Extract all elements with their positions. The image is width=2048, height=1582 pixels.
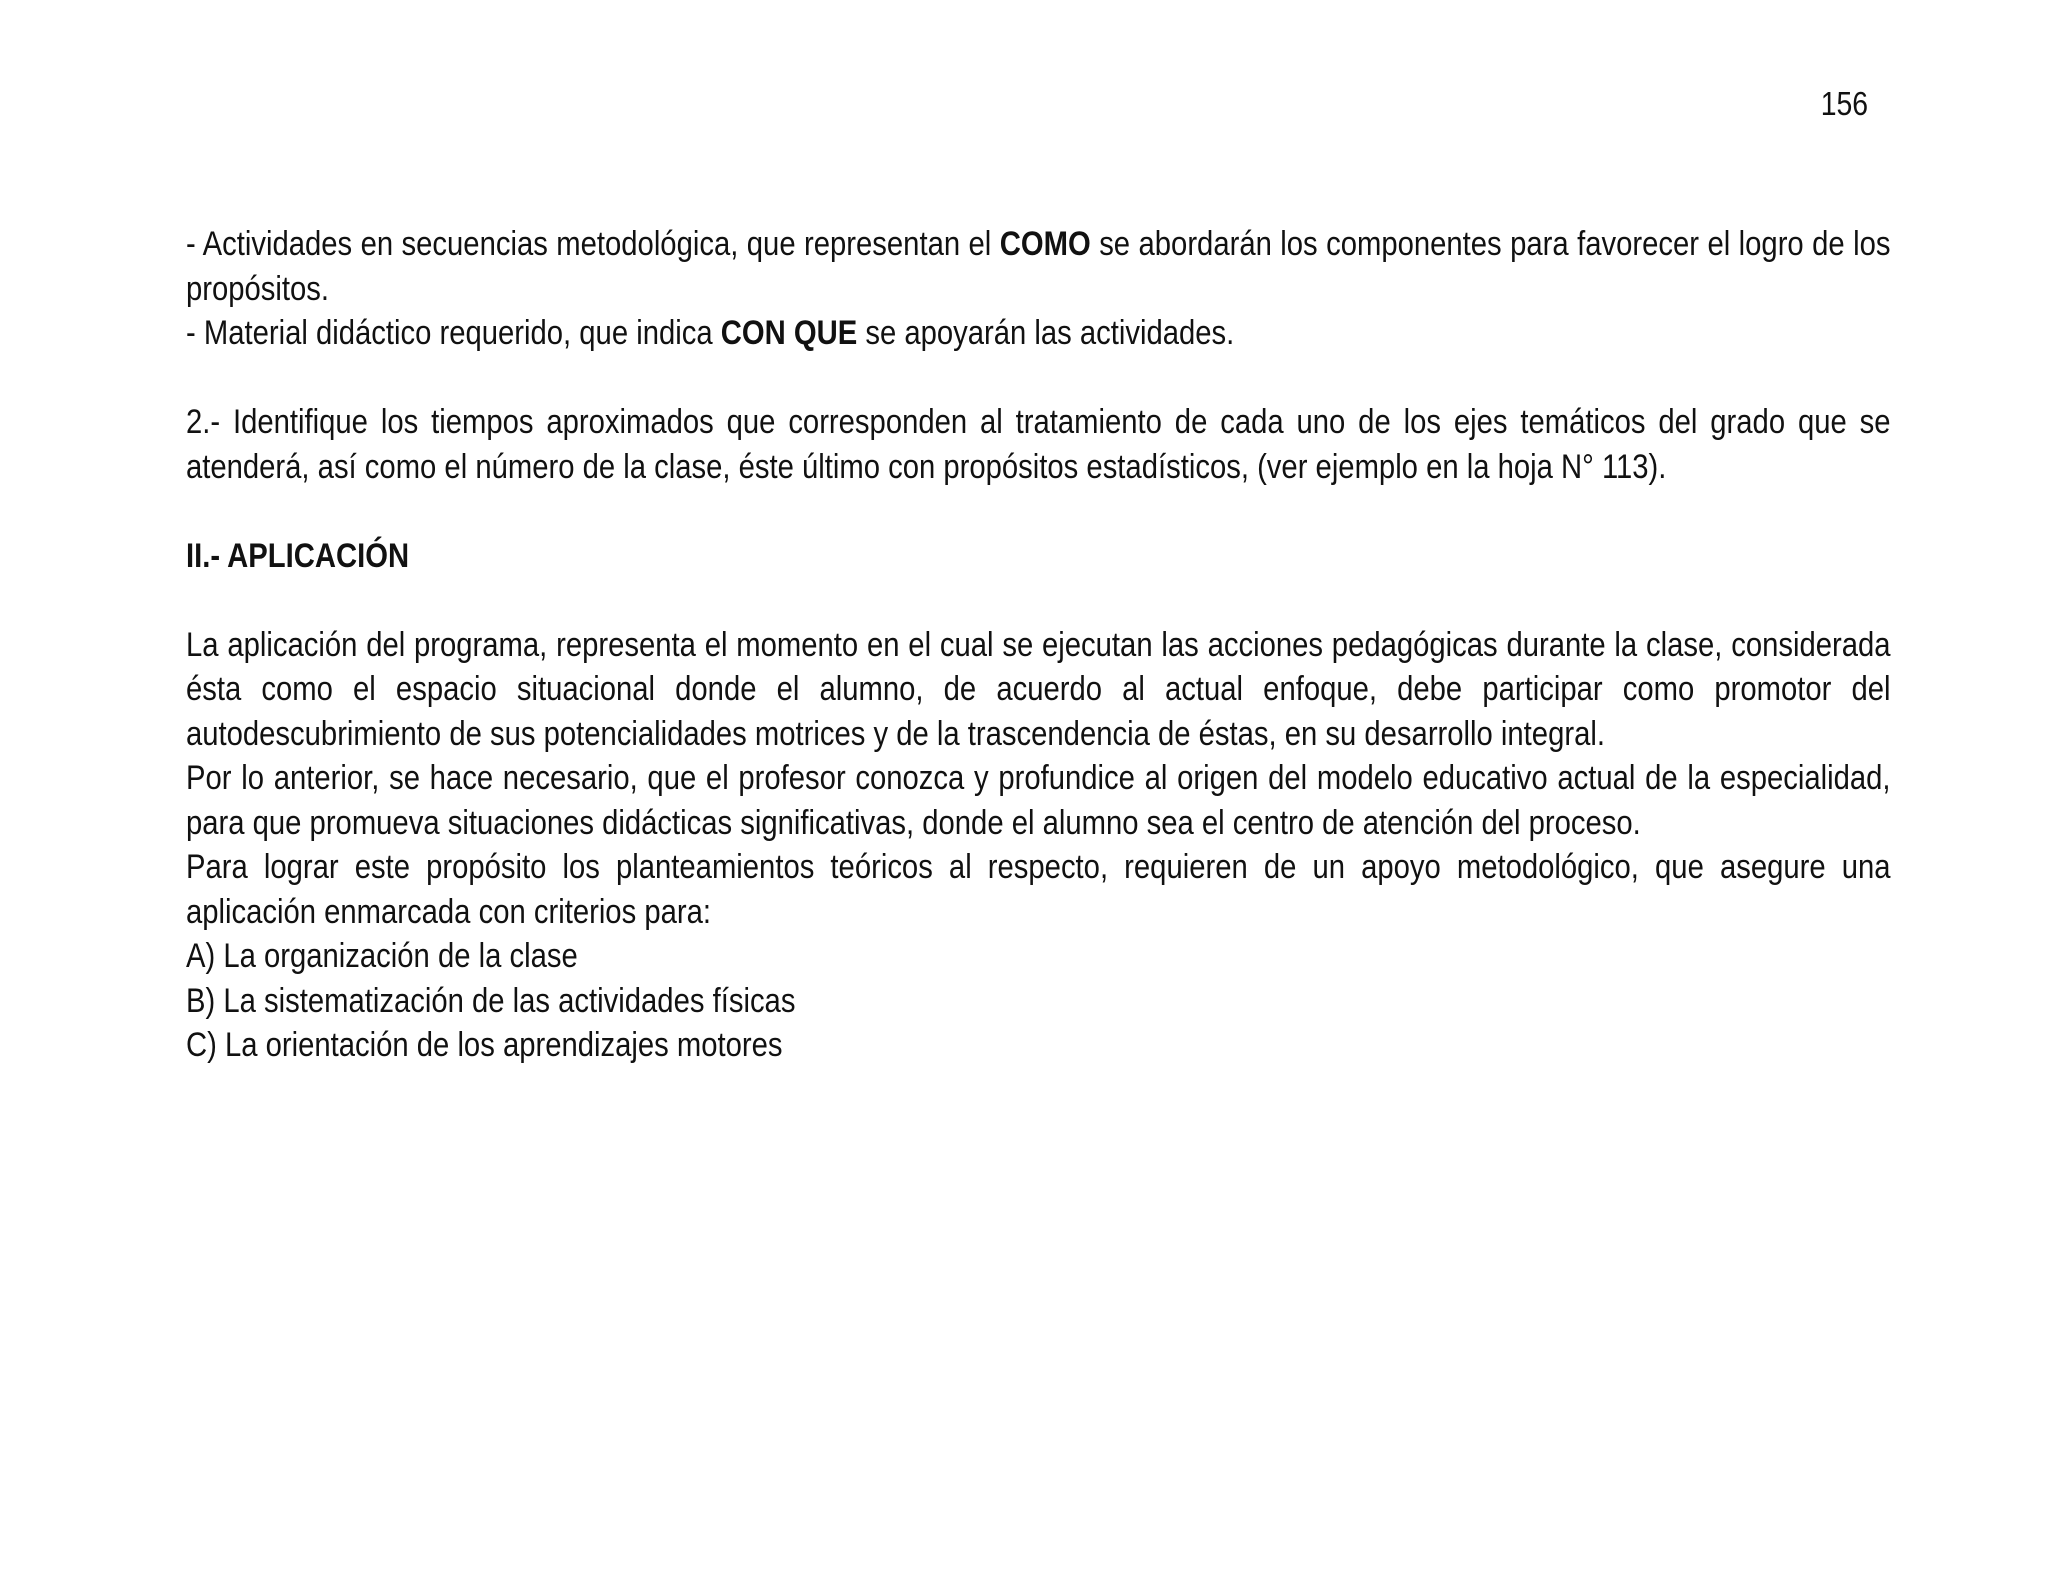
bullet-activities	[186, 222, 1891, 311]
numbered-item-2: 2.- Identifique los tiempos aproximados que corresponden al tratamiento de cada uno de los ejes temáticos del grado que se atenderá, así como el número de la clase, éste último con propósitos estadísticos, (ver ejemplo en la hoja N° 113).	[186, 403, 1891, 486]
bullet-emphasis: CON QUE	[720, 314, 858, 352]
criteria-item-a: A) La organización de la clase	[186, 937, 578, 975]
paragraph-purpose: Para lograr este propósito los planteamientos teóricos al respecto, requieren de un apoyo metodológico, que asegure una aplicación enmarcada con criterios para:	[186, 848, 1891, 931]
bullet-emphasis: COMO	[999, 225, 1091, 263]
section-heading: II.- APLICACIÓN	[186, 536, 410, 575]
bullet-material	[186, 311, 1891, 356]
paragraph-teacher: Por lo anterior, se hace necesario, que el profesor conozca y profundice al origen del modelo educativo actual de la especialidad, para que promueva situaciones didácticas significativas, donde el alumno sea el centro de atención del proceso.	[186, 759, 1891, 842]
paragraph-gap	[186, 489, 1891, 534]
bullet-text: - Material didáctico requerido, que indica	[186, 314, 721, 352]
paragraph-gap	[186, 578, 1891, 623]
paragraph-application: La aplicación del programa, representa el momento en el cual se ejecutan las acciones pedagógicas durante la clase, considerada ésta como el espacio situacional donde el alumno, de acuerdo al actual enfoque, debe participar como promotor del autodescubrimiento de sus potencialidades motrices y de la trascendencia de éstas, en su desarrollo integral.	[186, 625, 1891, 753]
criteria-item-b: B) La sistematización de las actividades físicas	[186, 981, 796, 1020]
bullet-text: - Actividades en secuencias metodológica, que representan el	[186, 225, 1000, 263]
criteria-item-c: C) La orientación de los aprendizajes motores	[186, 1026, 783, 1064]
bullet-text: se abordarán los componentes para favorecer el logro de los propósitos.	[186, 225, 1891, 308]
bullet-text: se apoyarán las actividades.	[857, 314, 1235, 352]
page-number: 156	[1820, 85, 1868, 122]
document-body	[186, 222, 1891, 1068]
paragraph-gap	[186, 356, 1891, 401]
